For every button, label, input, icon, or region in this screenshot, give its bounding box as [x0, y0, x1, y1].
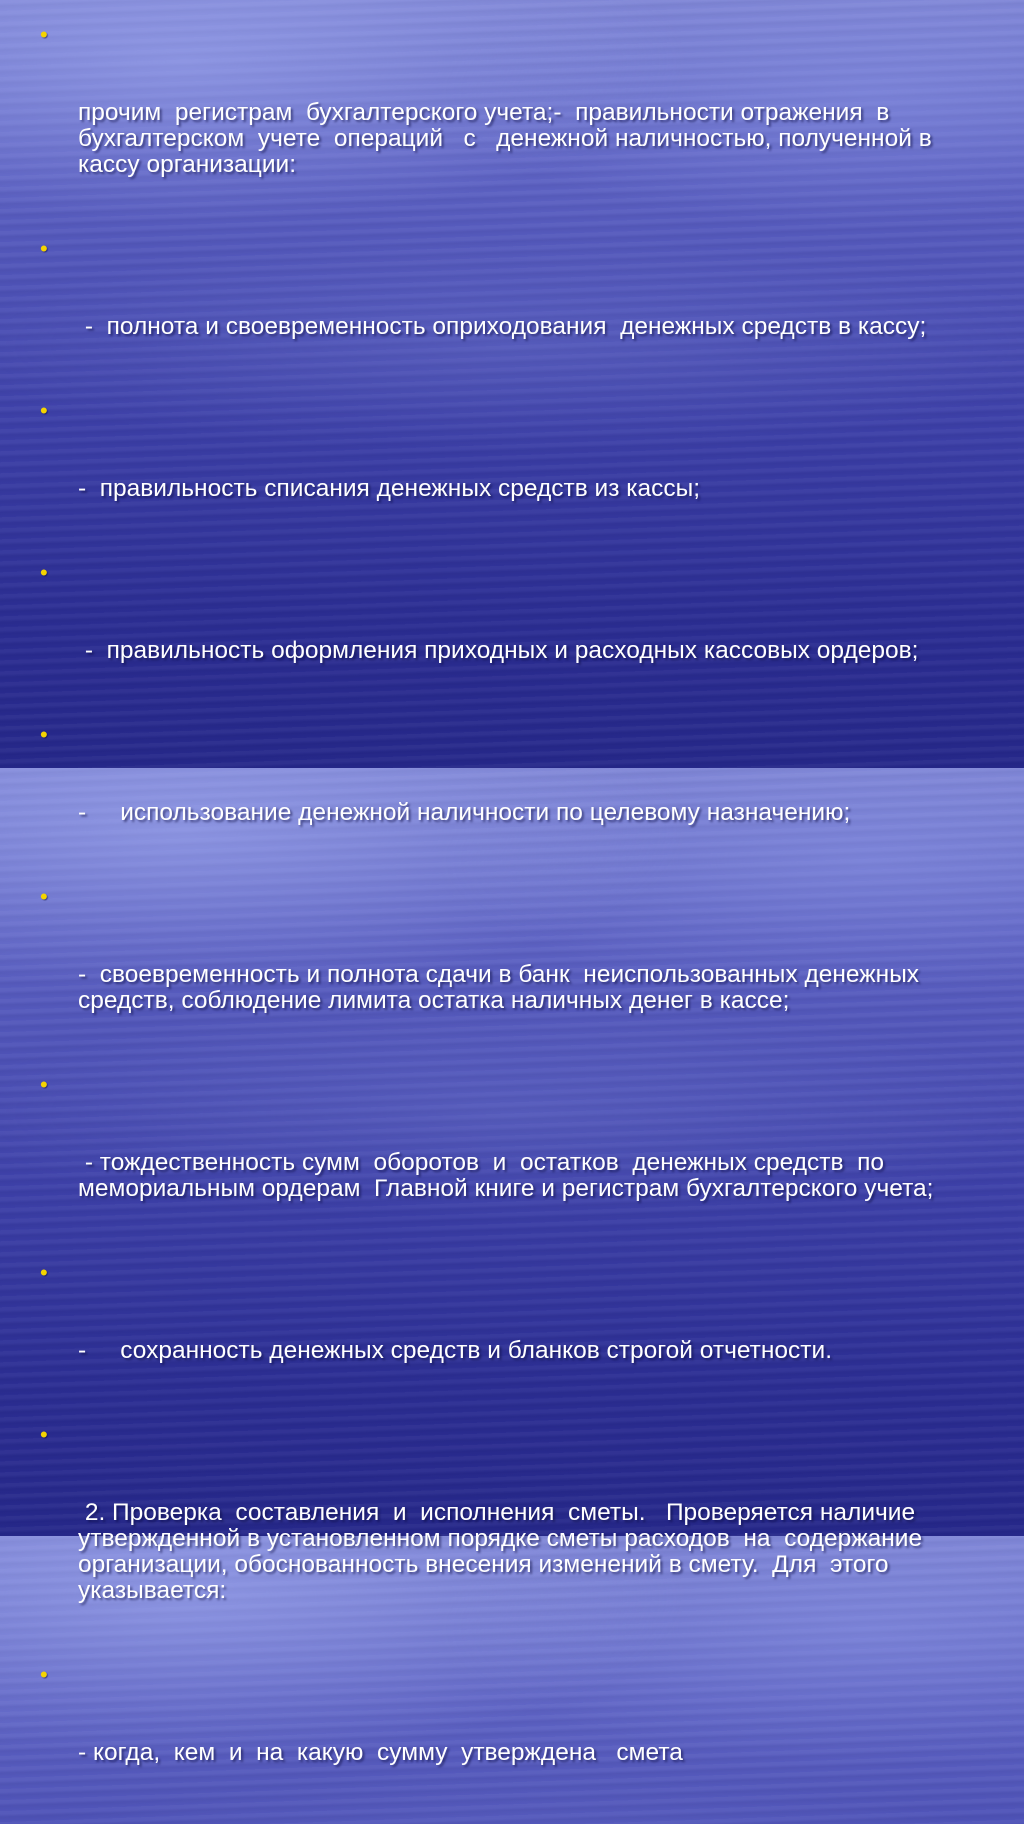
- list-item-text: - тождественность сумм оборотов и остатков денежных средств по мемориальным ордерам Главной книге и регистрам бухгалтерского учета;: [78, 1149, 934, 1202]
- list-item: [38, 1260, 988, 1416]
- bullet-icon: •: [40, 22, 48, 47]
- bullet-list: [38, 22, 988, 1824]
- bullet-icon: •: [40, 398, 48, 423]
- list-item-text: - своевременность и полнота сдачи в банк неиспользованных денежных средств, соблюдение лимита остатка наличных денег в кассе;: [78, 961, 926, 1014]
- list-item: [38, 236, 988, 392]
- bullet-icon: •: [40, 1260, 48, 1285]
- list-item-text: - правильность оформления приходных и расходных кассовых ордеров;: [78, 637, 919, 664]
- list-item: [38, 1072, 988, 1254]
- list-item-text: - правильность списания денежных средств из кассы;: [78, 475, 701, 502]
- list-item-text: - сохранность денежных средств и бланков строгой отчетности.: [78, 1337, 833, 1364]
- bullet-icon: •: [40, 236, 48, 261]
- list-item-text: - использование денежной наличности по целевому назначению;: [78, 799, 851, 826]
- bullet-icon: •: [40, 722, 48, 747]
- list-item: [38, 560, 988, 716]
- list-item: [38, 22, 988, 230]
- list-item: [38, 722, 988, 878]
- list-item: [38, 398, 988, 554]
- bullet-icon: •: [40, 1662, 48, 1687]
- list-item-text: 2. Проверка составления и исполнения сметы. Проверяется наличие утвержденной в установленном порядке сметы расходов на содержание организации, обоснованность внесения изменений в смету. Для этого указывается:: [78, 1499, 984, 1604]
- list-item-text: - когда, кем и на какую сумму утверждена смета: [78, 1739, 683, 1766]
- bullet-icon: •: [40, 560, 48, 585]
- list-item-text: - полнота и своевременность оприходования денежных средств в кассу;: [78, 313, 927, 340]
- bullet-icon: •: [40, 1422, 48, 1447]
- list-item: [38, 884, 988, 1066]
- bullet-icon: •: [40, 884, 48, 909]
- list-item: [38, 1662, 988, 1818]
- list-item-text: прочим регистрам бухгалтерского учета;- правильности отражения в бухгалтерском учете операций с денежной наличностью, полученной в кассу организации:: [78, 99, 939, 178]
- bullet-icon: •: [40, 1072, 48, 1097]
- list-item: [38, 1422, 988, 1656]
